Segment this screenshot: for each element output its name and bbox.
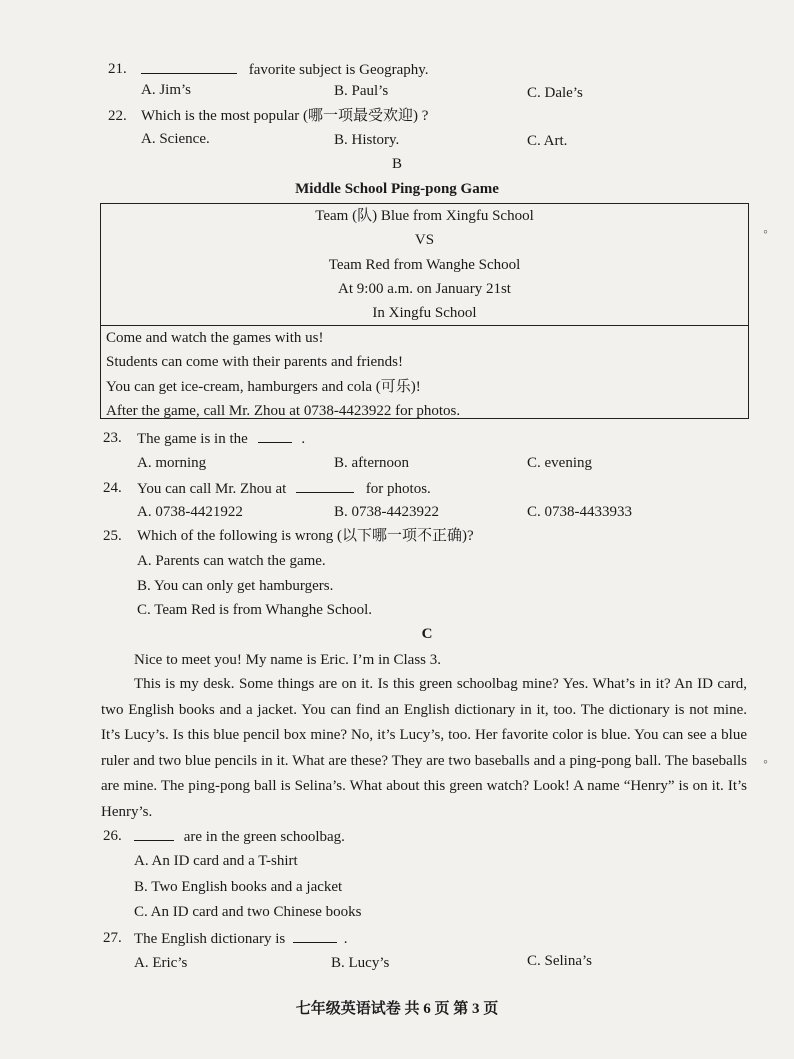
question-text: The English dictionary is — [134, 931, 286, 947]
option-a: A. Parents can watch the game. — [137, 553, 326, 569]
passage-text: This is my desk. Some things are on it. Is this green schoolbag mine? Yes. What’s in it? An ID card, two English books and a jacket. You can find an English dictionary in it, too. The dictionary is not mine. It’s Lucy’s. Is this blue pencil box mine? No, it’s Lucy’s, too. Her favorite color is blue. You can see a blue ruler and two blue pencils in it. What are these? They are two baseballs and a ping-pong ball. The baseballs are mine. The ping-pong ball is Selina’s. What about this green watch? Look! A name “Henry” is on it. It’s Henry’s. — [101, 676, 747, 820]
question-24-stem — [137, 478, 431, 499]
option-c: C. evening — [527, 455, 592, 471]
option-c: C. An ID card and two Chinese books — [134, 904, 362, 920]
poster-divider — [101, 325, 748, 326]
scan-edge — [755, 0, 794, 1059]
option-b: B. Paul’s — [334, 83, 389, 99]
question-number: 21. — [108, 61, 127, 77]
edge-mark: ◦ — [763, 225, 768, 240]
option-b: B. You can only get hamburgers. — [137, 578, 334, 594]
question-text: The game is in the — [137, 431, 248, 447]
option-a: A. morning — [137, 455, 207, 471]
option-c: C. Team Red is from Whanghe School. — [137, 602, 373, 618]
section-c-letter: C — [421, 626, 433, 642]
answer-blank — [293, 928, 337, 943]
option-b: B. 0738-4423922 — [334, 504, 439, 520]
question-number: 23. — [103, 430, 122, 446]
poster-place: In Xingfu School — [372, 305, 477, 321]
option-b: B. History. — [334, 132, 400, 148]
section-b-title: Middle School Ping-pong Game — [295, 181, 499, 197]
question-21-stem — [141, 59, 429, 80]
poster-line: Come and watch the games with us! — [106, 330, 324, 346]
question-text-end: . — [343, 931, 348, 947]
passage-intro: Nice to meet you! My name is Eric. I’m in Class 3. — [134, 652, 442, 668]
question-22-stem: Which is the most popular (哪一项最受欢迎) ? — [141, 108, 429, 124]
option-c: C. Dale’s — [527, 85, 583, 101]
option-a: A. Science. — [141, 131, 210, 147]
question-number: 24. — [103, 480, 122, 496]
option-b: B. Lucy’s — [331, 955, 390, 971]
poster-box — [100, 203, 749, 419]
question-text: are in the green schoolbag. — [183, 829, 345, 845]
question-27-stem — [134, 928, 347, 949]
option-a: A. Jim’s — [141, 82, 192, 98]
option-a: A. 0738-4421922 — [137, 504, 243, 520]
edge-mark: ◦ — [763, 755, 768, 770]
poster-line: Students can come with their parents and friends! — [106, 354, 403, 370]
option-c: C. Art. — [527, 133, 568, 149]
question-26-stem — [134, 826, 345, 847]
question-text-end: for photos. — [365, 481, 431, 497]
question-number: 27. — [103, 930, 122, 946]
option-c: C. Selina’s — [527, 953, 593, 969]
option-b: B. afternoon — [334, 455, 409, 471]
option-c: C. 0738-4433933 — [527, 504, 632, 520]
passage-paragraph — [101, 672, 747, 826]
question-number: 25. — [103, 528, 122, 544]
option-a: A. An ID card and a T-shirt — [134, 853, 298, 869]
question-number: 22. — [108, 108, 127, 124]
poster-line: You can get ice-cream, hamburgers and cola (可乐)! — [106, 379, 421, 395]
question-text-end: . — [301, 431, 306, 447]
poster-line: After the game, call Mr. Zhou at 0738-4423922 for photos. — [106, 403, 461, 419]
answer-blank — [141, 59, 237, 74]
option-a: A. Eric’s — [134, 955, 188, 971]
poster-vs: VS — [414, 232, 435, 248]
question-25-stem: Which of the following is wrong (以下哪一项不正确)? — [137, 528, 474, 544]
answer-blank — [258, 428, 292, 443]
answer-blank — [134, 826, 174, 841]
poster-team-blue: Team (队) Blue from Xingfu School — [315, 208, 534, 224]
question-text: You can call Mr. Zhou at — [137, 481, 287, 497]
section-b-letter: B — [391, 156, 402, 172]
option-b: B. Two English books and a jacket — [134, 879, 343, 895]
answer-blank — [296, 478, 354, 493]
question-text: favorite subject is Geography. — [248, 62, 429, 78]
question-number: 26. — [103, 828, 122, 844]
page-footer: 七年级英语试卷 共 6 页 第 3 页 — [295, 1001, 499, 1017]
poster-team-red: Team Red from Wanghe School — [328, 257, 521, 273]
poster-time: At 9:00 a.m. on January 21st — [338, 281, 511, 297]
question-23-stem — [137, 428, 305, 449]
